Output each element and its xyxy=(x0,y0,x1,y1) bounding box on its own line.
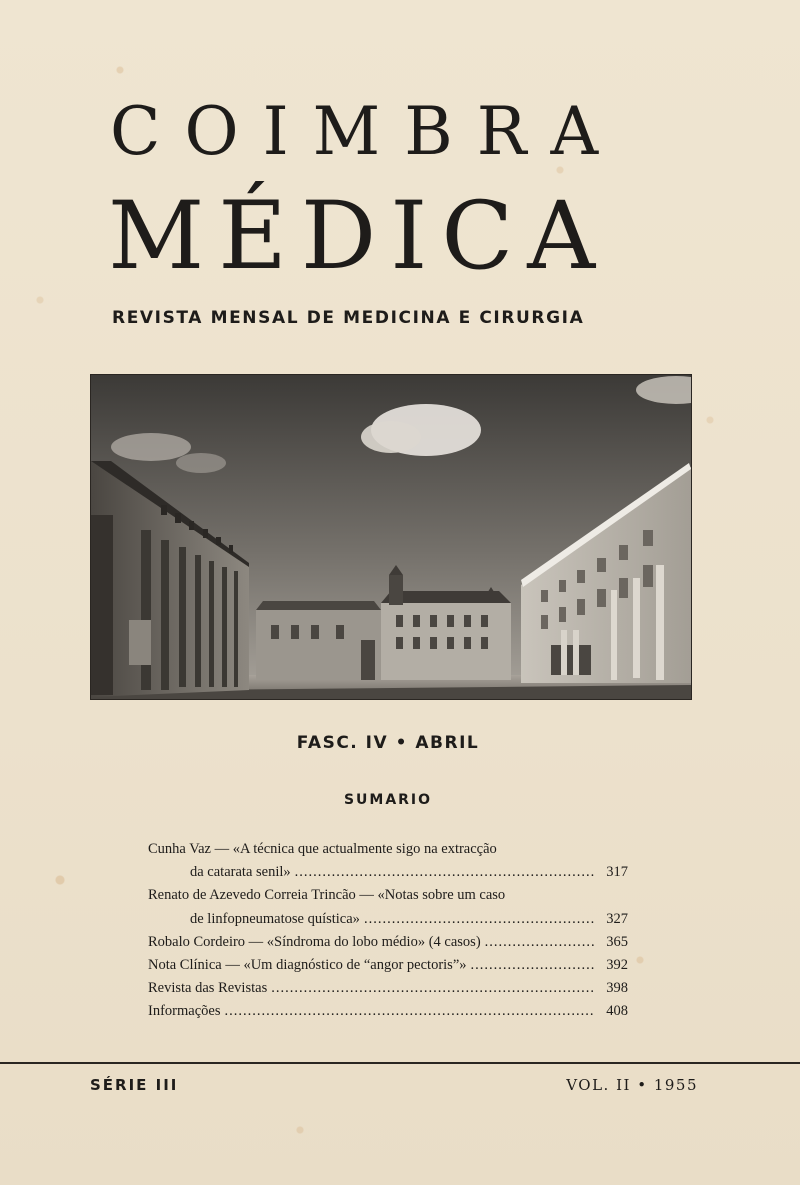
toc-entry-line xyxy=(148,884,628,907)
toc-entry-title: Robalo Cordeiro — «Síndroma do lobo médio» (4 casos) xyxy=(148,933,481,950)
toc-entry-line xyxy=(148,977,628,1000)
toc-entry-title: Cunha Vaz — «A técnica que actualmente sigo na extracção xyxy=(148,841,497,857)
toc-entry-title: Informações xyxy=(148,1003,221,1020)
fascicle-number: FASC. IV xyxy=(296,733,389,753)
toc-page-number: 392 xyxy=(606,957,628,974)
toc-entry-line xyxy=(148,838,628,861)
contents-heading xyxy=(0,792,800,808)
leader-dots xyxy=(271,977,594,1000)
leader-dots xyxy=(295,861,594,884)
leader-dots xyxy=(364,908,594,931)
bullet-separator: • xyxy=(395,733,408,753)
toc-page-number: 327 xyxy=(606,910,628,927)
toc-entry-line xyxy=(148,908,628,931)
table-of-contents xyxy=(148,838,628,1024)
subtitle: REVISTA MENSAL DE MEDICINA E CIRURGIA xyxy=(112,308,585,328)
toc-entry-title: Renato de Azevedo Correia Trincão — «Notas sobre um caso xyxy=(148,887,506,904)
leader-dots xyxy=(224,1000,594,1023)
toc-entry-line xyxy=(148,931,628,954)
toc-entry-title-cont: da catarata senil» xyxy=(190,864,291,881)
volume-year-label: VOL. II • 1955 xyxy=(566,1076,698,1094)
toc-page-number: 365 xyxy=(606,933,628,950)
footer-rule xyxy=(0,1062,800,1064)
toc-entry-line xyxy=(148,861,628,884)
issue-line xyxy=(0,733,800,753)
toc-entry-title: Revista das Revistas xyxy=(148,980,268,997)
toc-entry-title: Nota Clínica — «Um diagnóstico de “angor pectoris”» xyxy=(148,957,467,974)
title-coimbra: COIMBRA xyxy=(110,93,623,170)
toc-entry-title-cont: de linfopneumatose quística» xyxy=(190,910,360,927)
toc-entry-line xyxy=(148,954,628,977)
title-medica: MÉDICA xyxy=(108,182,610,291)
toc-page-number: 408 xyxy=(606,1003,628,1020)
issue-month: ABRIL xyxy=(415,733,480,753)
toc-page-number: 398 xyxy=(606,980,628,997)
toc-page-number: 317 xyxy=(606,864,628,881)
cover-photo-university-square xyxy=(90,374,692,700)
leader-dots xyxy=(471,954,594,977)
series-label: SÉRIE III xyxy=(90,1076,179,1094)
contents-heading-text: SUMARIO xyxy=(343,792,433,808)
photo-illustration xyxy=(91,375,691,699)
toc-entry-line xyxy=(148,1000,628,1023)
leader-dots xyxy=(485,931,594,954)
